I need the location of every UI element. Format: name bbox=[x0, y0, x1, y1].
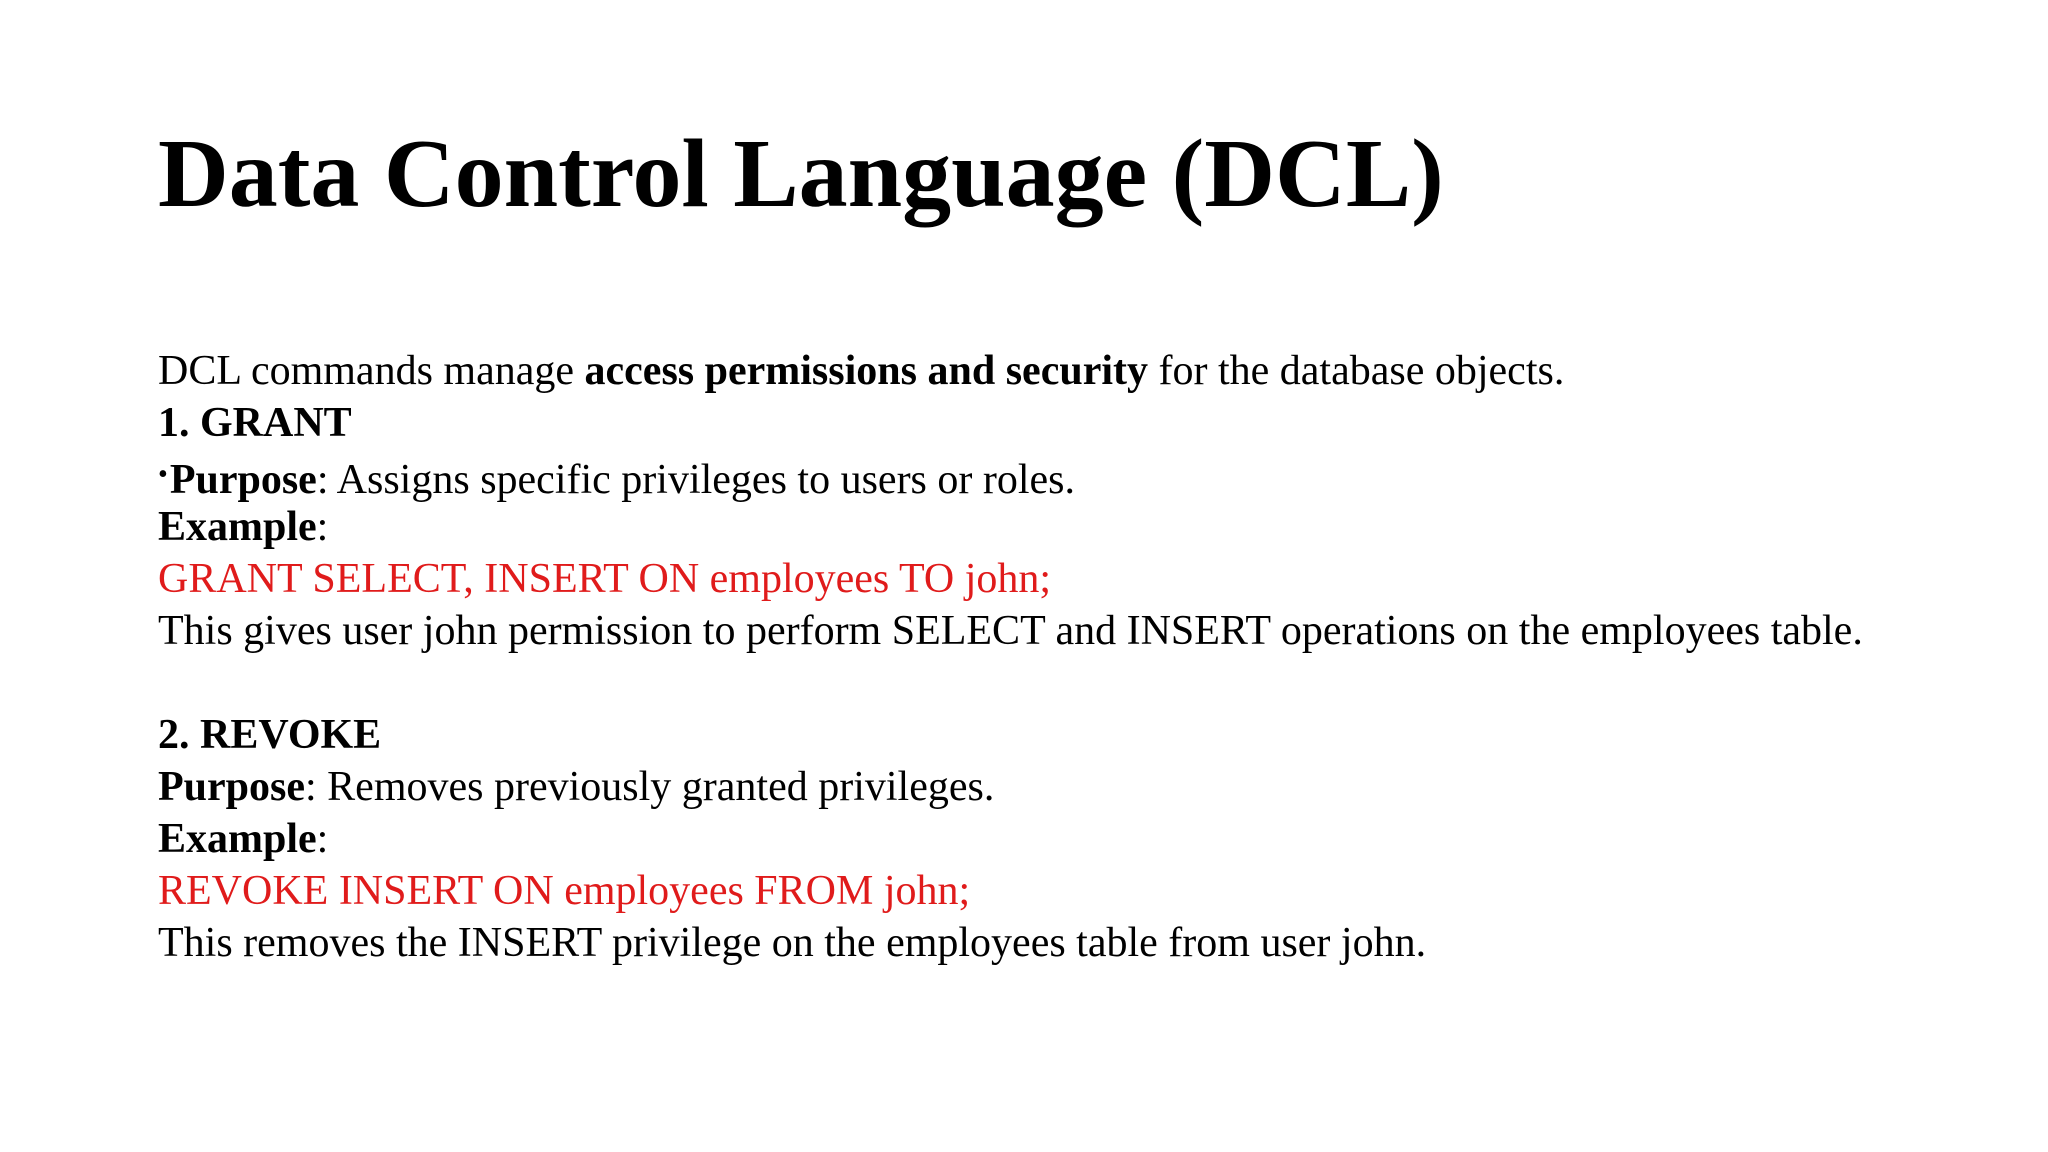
intro-suffix: for the database objects. bbox=[1148, 348, 1565, 394]
revoke-example-line bbox=[158, 813, 1863, 865]
revoke-purpose-line bbox=[158, 761, 1863, 813]
grant-example-colon: : bbox=[316, 504, 329, 550]
revoke-example-colon: : bbox=[316, 816, 329, 862]
revoke-purpose-text: : Removes previously granted privileges. bbox=[305, 764, 995, 810]
intro-line bbox=[158, 345, 1863, 397]
slide-title: Data Control Language (DCL) bbox=[158, 120, 1444, 228]
revoke-purpose-label: Purpose bbox=[158, 764, 305, 810]
grant-purpose-line bbox=[158, 449, 1863, 501]
revoke-heading: 2. REVOKE bbox=[158, 712, 382, 758]
grant-code: GRANT SELECT, INSERT ON employees TO john; bbox=[158, 556, 1052, 602]
bullet-icon: • bbox=[158, 459, 168, 490]
revoke-example-label: Example bbox=[158, 816, 317, 862]
grant-explanation: This gives user john permission to perform SELECT and INSERT operations on the employees table. bbox=[158, 608, 1863, 654]
grant-heading: 1. GRANT bbox=[158, 400, 352, 446]
grant-example-label: Example bbox=[158, 504, 317, 550]
intro-emphasis: access permissions and security bbox=[584, 348, 1148, 394]
slide-body bbox=[158, 345, 1863, 969]
grant-purpose-text: : Assigns specific privileges to users or roles. bbox=[316, 457, 1076, 503]
revoke-explanation: This removes the INSERT privilege on the employees table from user john. bbox=[158, 920, 1427, 966]
grant-example-line bbox=[158, 501, 1863, 553]
revoke-code: REVOKE INSERT ON employees FROM john; bbox=[158, 868, 971, 914]
grant-purpose-label: Purpose bbox=[169, 457, 317, 503]
section-spacer bbox=[158, 657, 1863, 709]
intro-prefix: DCL commands manage bbox=[158, 348, 585, 394]
